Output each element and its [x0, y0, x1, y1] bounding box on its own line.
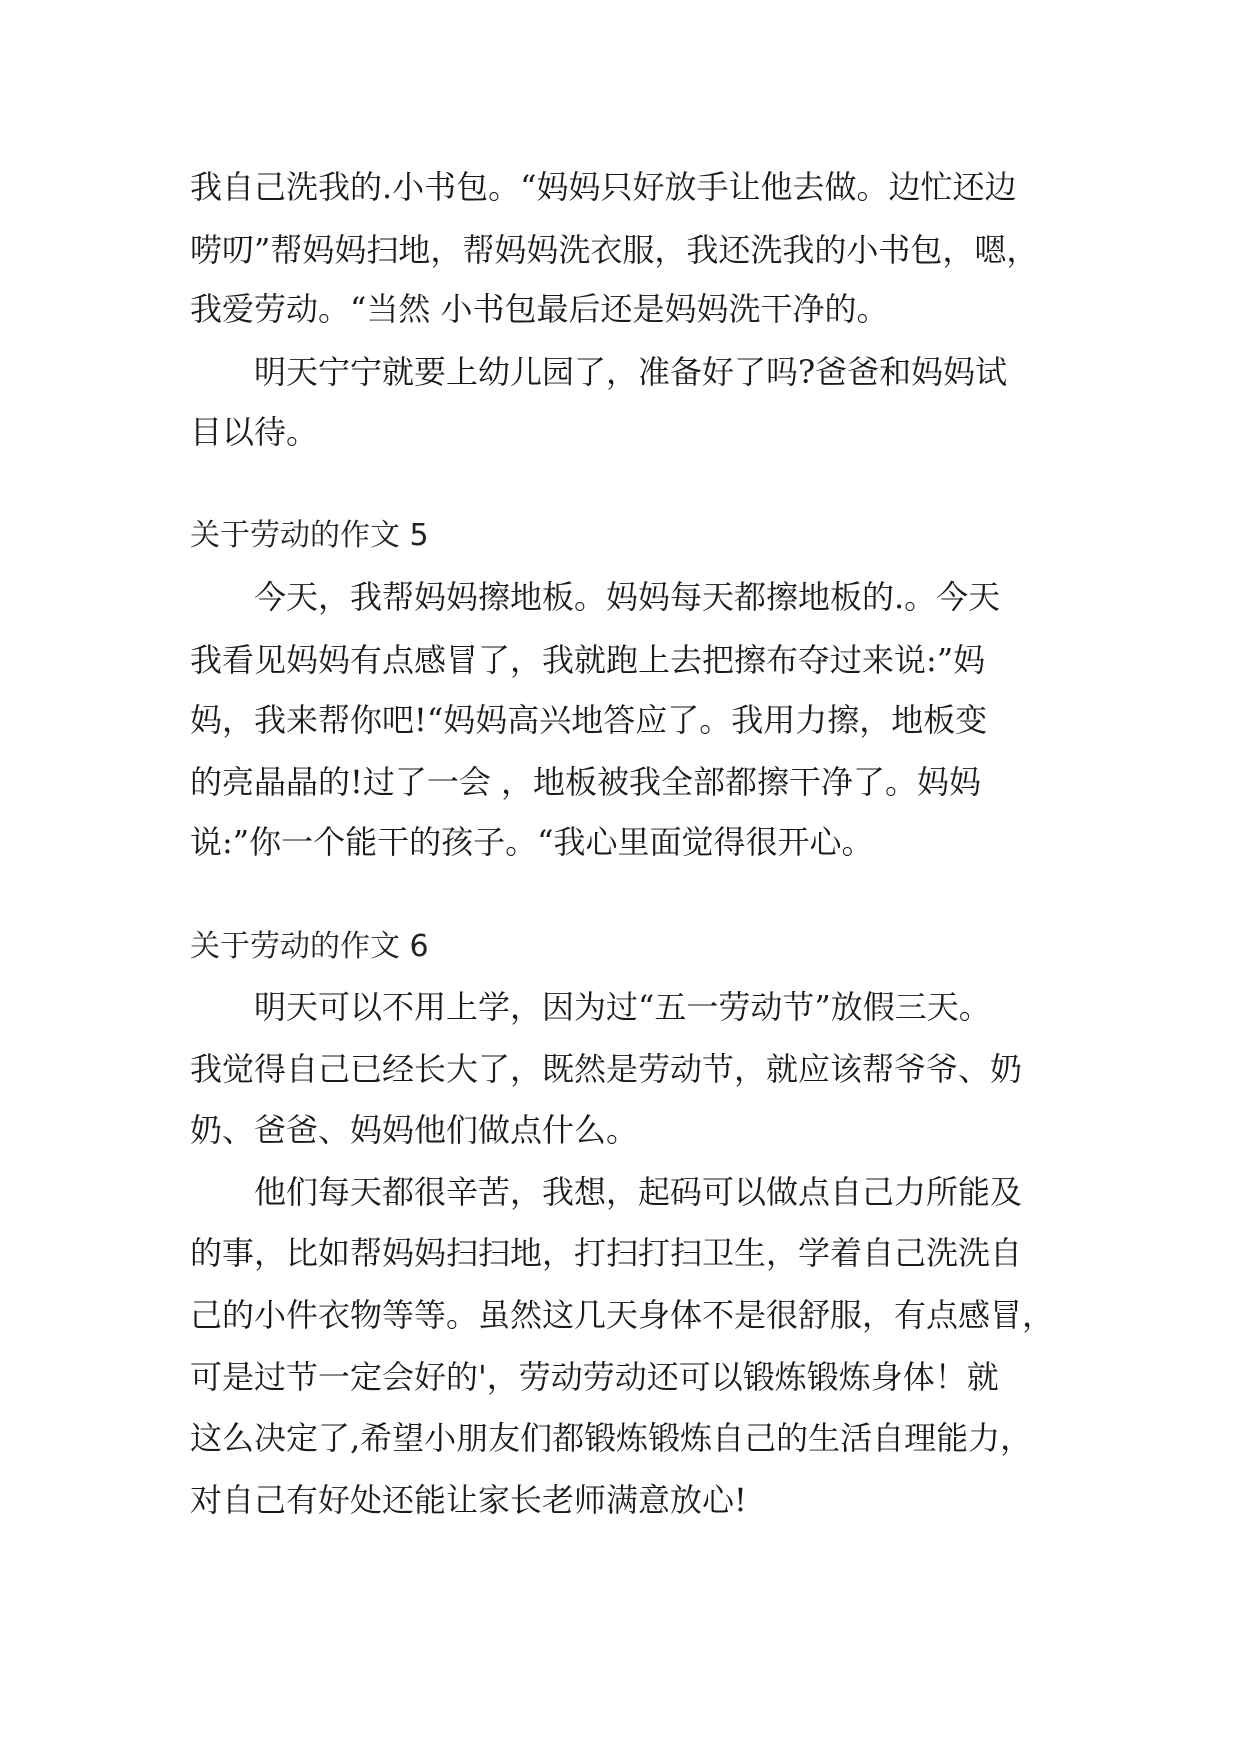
paragraph-line: 我觉得自己已经长大了，既然是劳动节，就应该帮爷爷、奶	[190, 1050, 1023, 1088]
paragraph-line: 他们每天都很辛苦，我想，起码可以做点自己力所能及	[254, 1173, 1023, 1211]
paragraph-line: 我自己洗我的.小书包。“妈妈只好放手让他去做。边忙还边	[190, 168, 1017, 206]
paragraph-line: 的事，比如帮妈妈扫扫地，打扫打扫卫生，学着自己洗洗自	[190, 1234, 1023, 1272]
paragraph-line: 目以待。	[190, 413, 319, 451]
paragraph-line: 明天宁宁就要上幼儿园了，准备好了吗?爸爸和妈妈试	[254, 353, 1008, 391]
paragraph-line: 唠叨”帮妈妈扫地，帮妈妈洗衣服，我还洗我的小书包，嗯，	[190, 231, 1039, 269]
paragraph-line: 妈，我来帮你吧!“妈妈高兴地答应了。我用力擦，地板变	[190, 701, 988, 739]
paragraph-line: 奶、爸爸、妈妈他们做点什么。	[190, 1111, 639, 1149]
section-heading-6: 关于劳动的作文 6	[190, 929, 429, 964]
paragraph-line: 可是过节一定会好的'，劳动劳动还可以锻炼锻炼身体！就	[190, 1358, 999, 1396]
paragraph-line: 明天可以不用上学，因为过“五一劳动节”放假三天。	[254, 988, 991, 1026]
section-heading-5: 关于劳动的作文 5	[190, 518, 429, 553]
paragraph-line: 的亮晶晶的!过了一会 ，地板被我全部都擦干净了。妈妈	[190, 763, 982, 801]
paragraph-line: 今天，我帮妈妈擦地板。妈妈每天都擦地板的.。今天	[254, 578, 1001, 616]
paragraph-line: 己的小件衣物等等。虽然这几天身体不是很舒服，有点感冒，	[190, 1296, 1055, 1334]
paragraph-line: 我爱劳动。“当然 小书包最后还是妈妈洗干净的。	[190, 290, 889, 328]
paragraph-line: 对自己有好处还能让家长老师满意放心!	[190, 1481, 747, 1519]
paragraph-line: 这么决定了,希望小朋友们都锻炼锻炼自己的生活自理能力，	[190, 1419, 1033, 1457]
paragraph-line: 我看见妈妈有点感冒了，我就跑上去把擦布夺过来说:”妈	[190, 641, 986, 679]
paragraph-line: 说:”你一个能干的孩子。“我心里面觉得很开心。	[190, 823, 874, 861]
